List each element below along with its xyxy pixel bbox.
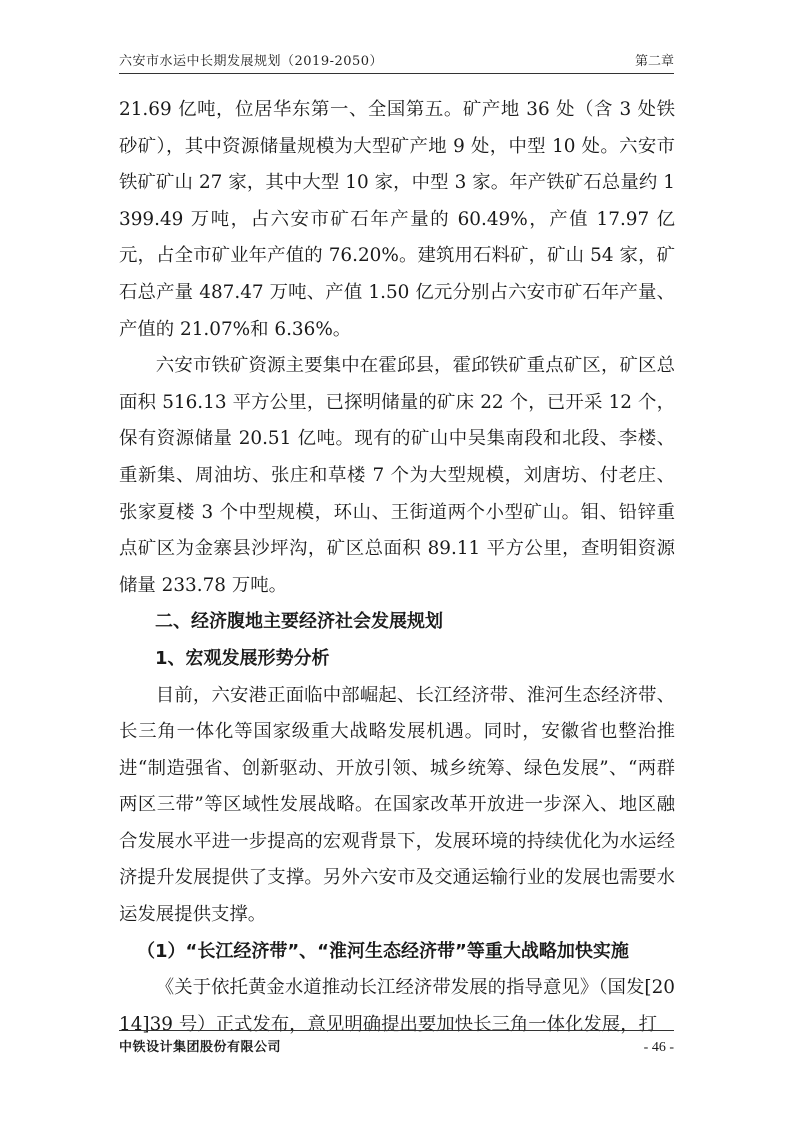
paragraph-mineral-output: 21.69 亿吨，位居华东第一、全国第五。矿产地 36 处（含 3 处铁砂矿），其中资源储量规模为大型矿产地 9 处，中型 10 处。六安市铁矿矿山 27 家，其中大型 10 家，中型 3 家。年产铁矿石总量约 1399.49 万吨，占六安市矿石年产量的 60.49%，产值 17.97 亿元，占全市矿业年产值的 76.20%。建筑用石料矿，矿山 54 家，矿石总产量 487.47 万吨、产值 1.50 亿元分别占六安市矿石年产量、产值的 21.07%和 6.36%。 [119, 99, 675, 340]
paragraph-guidance-opinion: 《关于依托黄金水道推动长江经济带发展的指导意见》（国发[2014]39 号）正式发布，意见明确提出要加快长三角一体化发展，打 [119, 977, 675, 1035]
footer-divider [119, 1030, 674, 1031]
section-heading: 二、经济腹地主要经济社会发展规划 [155, 611, 443, 633]
company-name: 中铁设计集团股份有限公司 [119, 1040, 282, 1055]
document-title: 六安市水运中长期发展规划（2019-2050） [119, 54, 384, 69]
page-header [119, 50, 674, 72]
chapter-label: 第二章 [634, 54, 674, 69]
page-footer [119, 1036, 674, 1058]
paragraph-iron-ore-resources: 六安市铁矿资源主要集中在霍邱县，霍邱铁矿重点矿区，矿区总面积 516.13 平方公里，已探明储量的矿床 22 个，已开采 12 个，保有资源储量 20.51 亿吨。现有的矿山中吴集南段和北段、李楼、重新集、周油坊、张庄和草楼 7 个为大型规模，刘唐坊、付老庄、张家夏楼 3 个中型规模，环山、王街道两个小型矿山。钼、铅锌重点矿区为金寨县沙坪沟，矿区总面积 89.11 平方公里，查明钼资源储量 233.78 万吨。 [119, 355, 675, 596]
subsubsection-heading: （1）“长江经济带”、“淮河生态经济带”等重大战略加快实施 [137, 940, 629, 962]
paragraph-macro-situation: 目前，六安港正面临中部崛起、长江经济带、淮河生态经济带、长三角一体化等国家级重大战略发展机遇。同时，安徽省也整治推进“制造强省、创新驱动、开放引领、城乡统筹、绿色发展”、“两群两区三带”等区域性发展战略。在国家改革开放进一步深入、地区融合发展水平进一步提高的宏观背景下，发展环境的持续优化为水运经济提升发展提供了支撑。另外六安市及交通运输行业的发展也需要水运发展提供支撑。 [119, 684, 675, 926]
page-body [119, 92, 675, 1043]
subsection-heading: 1、宏观发展形势分析 [155, 647, 330, 669]
page-number: - 46 - [643, 1040, 674, 1055]
header-divider [119, 73, 674, 74]
